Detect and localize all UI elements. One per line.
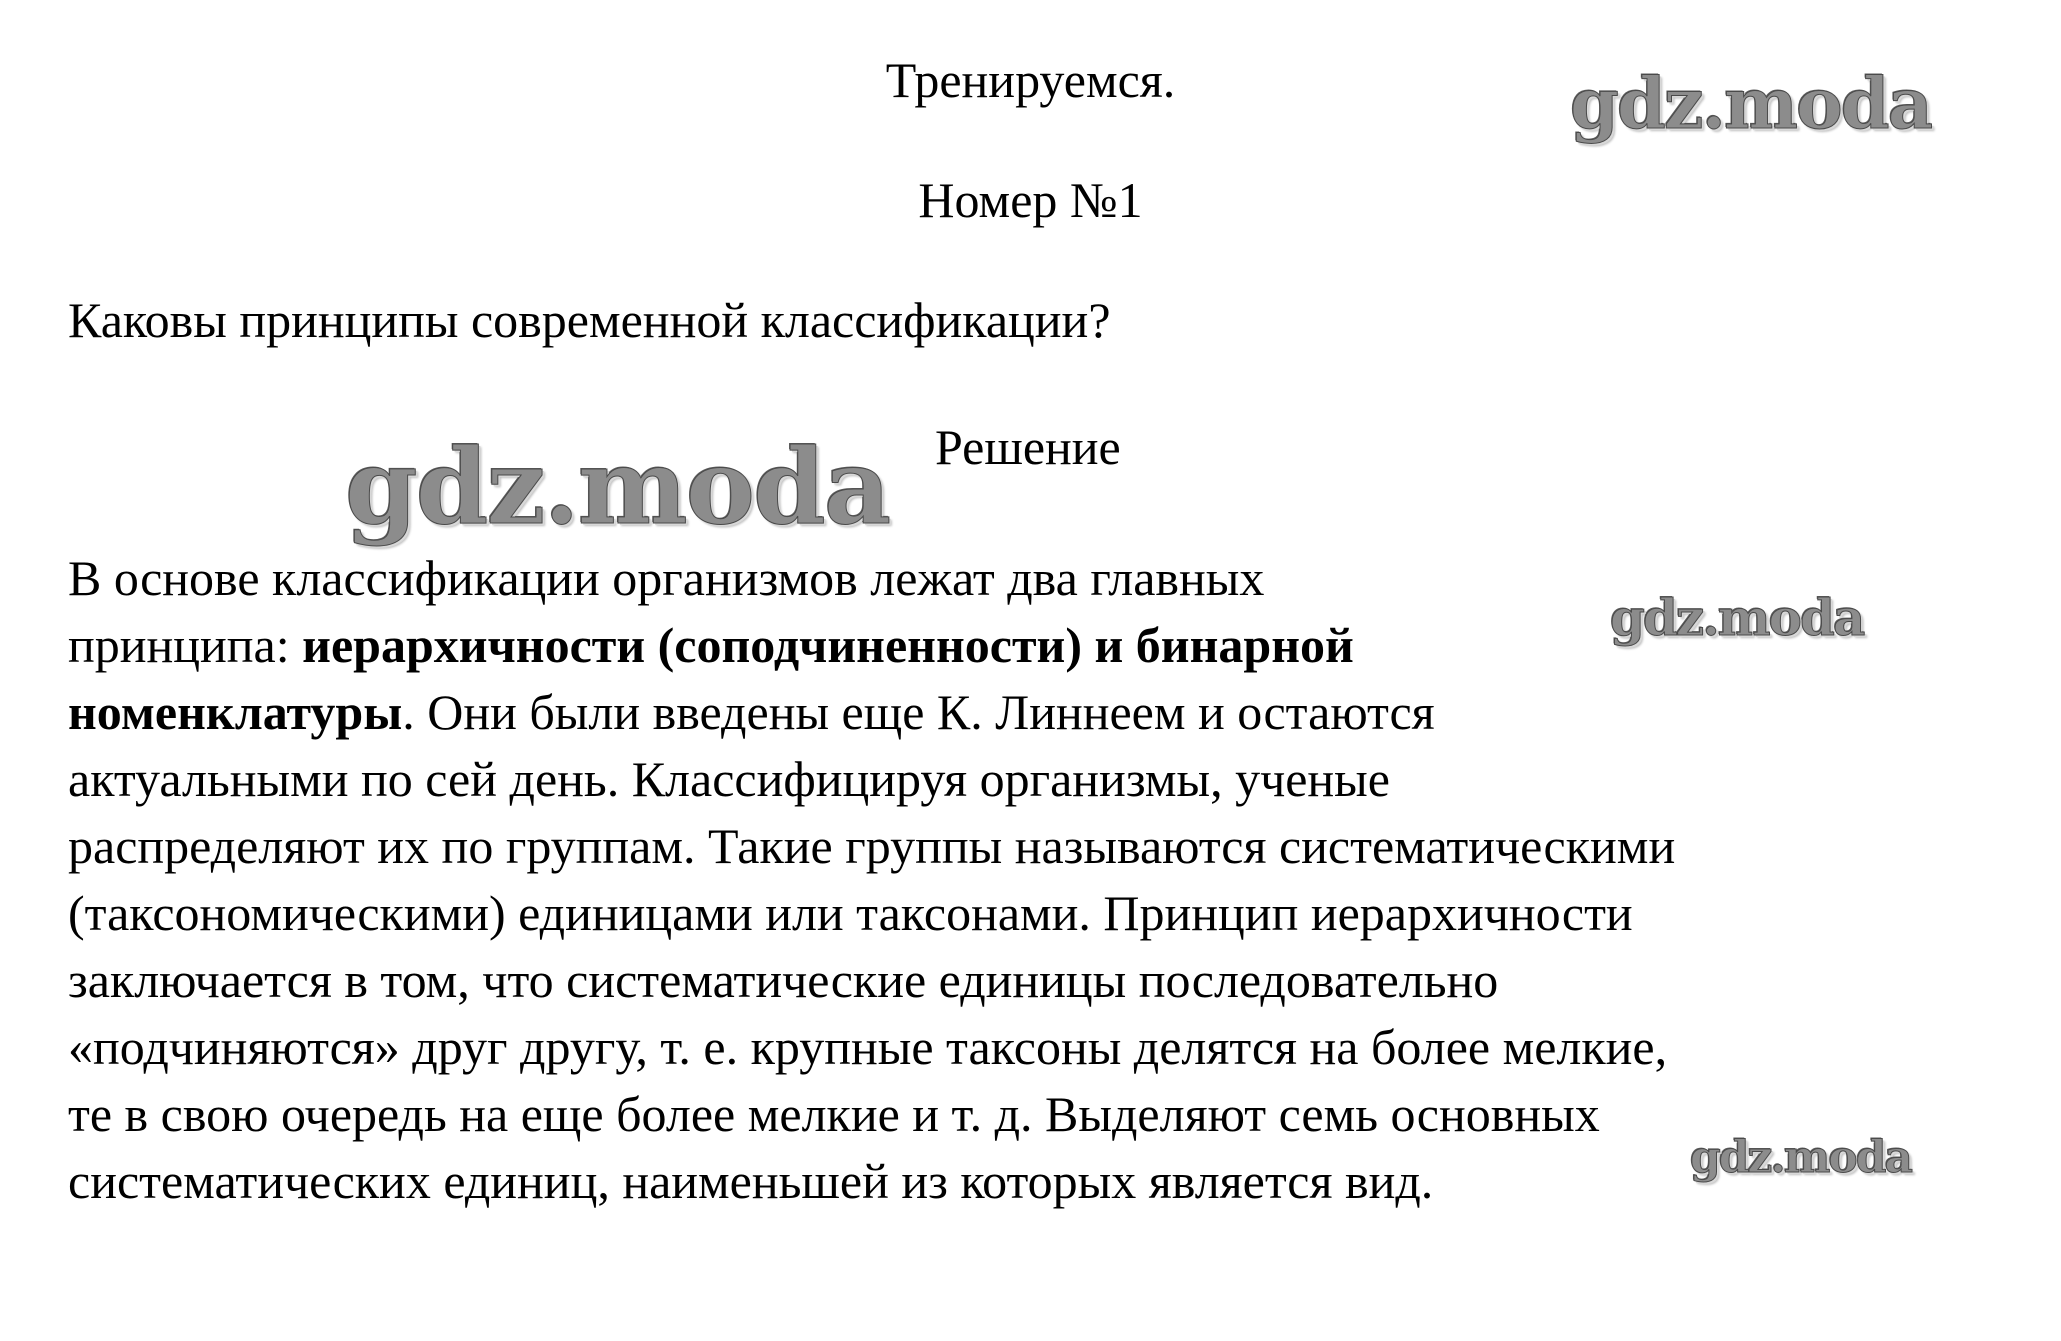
answer-line (68, 813, 2018, 880)
answer-run: В основе классификации организмов лежат два главных (68, 550, 1265, 606)
answer-line (68, 746, 2018, 813)
answer-run: (таксономическими) единицами или таксонами. Принцип иерархичности (68, 885, 1633, 941)
task-number: Номер №1 (918, 172, 1143, 228)
answer-run: принципа: (68, 617, 303, 673)
question-text: Каковы принципы современной классификации? (68, 292, 1111, 348)
answer-run: . Они были введены еще К. Линнеем и остаются (402, 684, 1435, 740)
answer-line (68, 1014, 2018, 1081)
watermark-logo: gdz.moda (1610, 588, 1864, 647)
watermark-logo: gdz.moda (1570, 62, 1932, 145)
watermark-logo: gdz.moda (1690, 1132, 1912, 1183)
answer-line (68, 679, 2018, 746)
watermark-logo: gdz.moda (345, 425, 890, 548)
answer-bold-run: номенклатуры (68, 684, 403, 740)
answer-run: заключается в том, что систематические единицы последовательно (68, 952, 1499, 1008)
answer-bold-run: иерархичности (соподчиненности) и бинарной (302, 617, 1354, 673)
solution-label: Решение (935, 419, 1121, 475)
answer-run: распределяют их по группам. Такие группы называются систематическими (68, 818, 1676, 874)
answer-run: систематических единиц, наименьшей из которых является вид. (68, 1153, 1434, 1209)
answer-run: те в свою очередь на еще более мелкие и т. д. Выделяют семь основных (68, 1086, 1600, 1142)
answer-run: «подчиняются» друг другу, т. е. крупные таксоны делятся на более мелкие, (68, 1019, 1668, 1075)
answer-line (68, 947, 2018, 1014)
answer-run: актуальными по сей день. Классифицируя организмы, ученые (68, 751, 1390, 807)
answer-line (68, 880, 2018, 947)
document-title: Тренируемся. (885, 52, 1176, 108)
